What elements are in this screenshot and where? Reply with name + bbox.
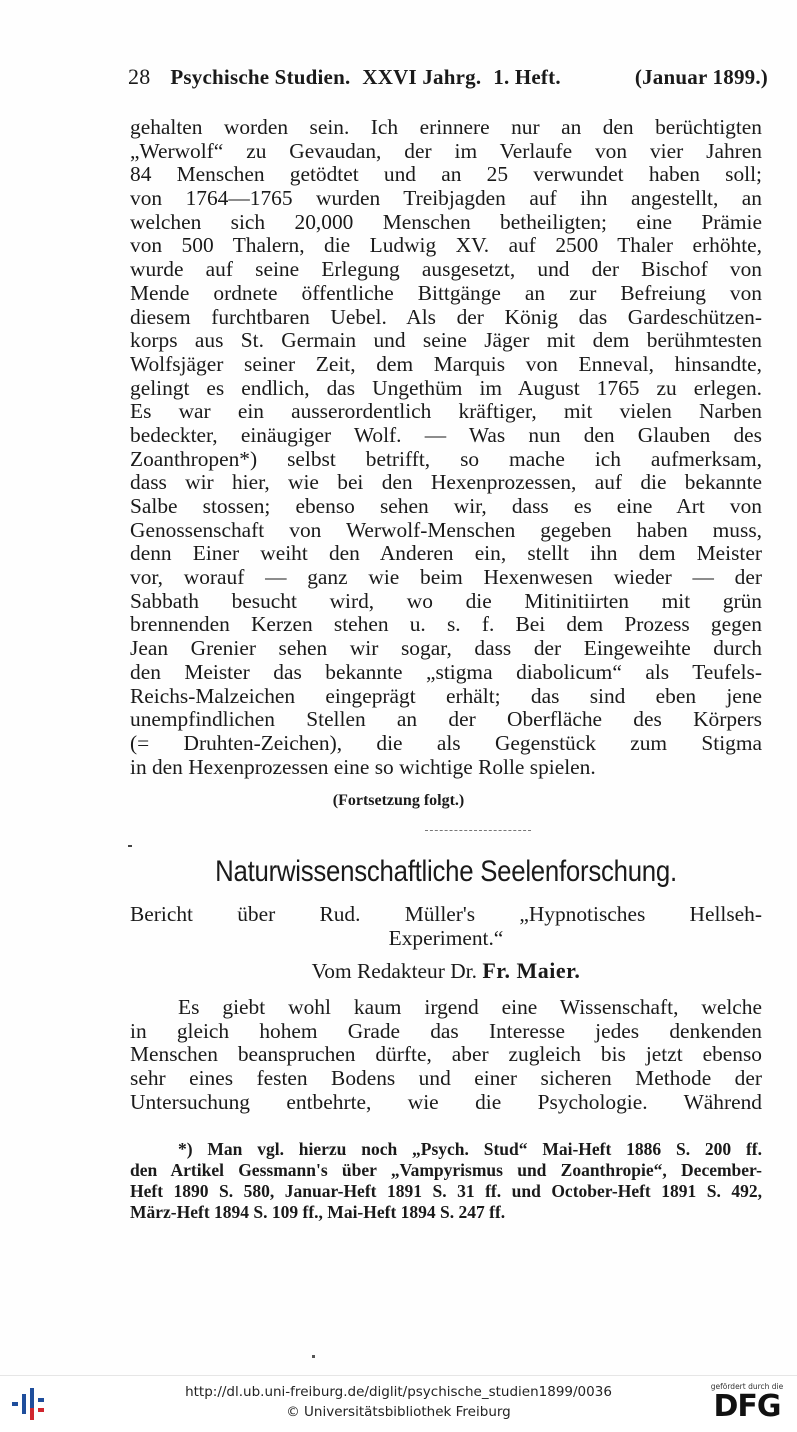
- text-line: 84 Menschen getödtet und an 25 verwundet haben soll;: [130, 162, 762, 187]
- footnote-line: Heft 1890 S. 580, Januar-Heft 1891 S. 31 ff. und October-Heft 1891 S. 492,: [130, 1181, 762, 1201]
- footnote-line: den Artikel Gessmann's über „Vampyrismus und Zoanthropie“, December-: [130, 1160, 762, 1180]
- report-subtitle: [130, 902, 762, 949]
- text-line: diesem furchtbaren Uebel. Als der König das Gardeschützen-: [130, 304, 762, 329]
- issue-label: 1. Heft.: [493, 65, 561, 89]
- footnote: [130, 1139, 762, 1223]
- text-line: Es war ein ausserordentlich kräftiger, mit vielen Narben: [130, 399, 762, 424]
- article-intro: [130, 996, 762, 1114]
- text-line: Menschen beanspruchen dürfte, aber zugleich bis jetzt ebenso: [130, 1042, 762, 1067]
- footer-bar: [0, 1375, 797, 1432]
- section-divider: [425, 830, 531, 831]
- copyright-notice: © Universitätsbibliothek Freiburg: [286, 1404, 511, 1420]
- text-line: gehalten worden sein. Ich erinnere nur an den berüchtigten: [130, 115, 762, 139]
- text-line: in gleich hohem Grade das Interesse jedes denkenden: [130, 1018, 762, 1043]
- section-title: Naturwissenschaftliche Seelenforschung.: [215, 855, 677, 888]
- text-line: Es giebt wohl kaum irgend eine Wissenschaft, welche: [178, 995, 762, 1019]
- text-line: Reichs-Malzeichen eingeprägt erhält; das sind eben jene: [130, 683, 762, 708]
- text-line: gelingt es endlich, das Ungethüm im August 1765 zu erlegen.: [130, 375, 762, 400]
- print-speck: [312, 1355, 315, 1358]
- journal-title: Psychische Studien.: [170, 65, 351, 89]
- subtitle-line: Bericht über Rud. Müller's „Hypnotisches Hellseh-: [130, 902, 762, 926]
- byline: [130, 958, 762, 984]
- print-mark: [128, 845, 132, 847]
- running-head: [128, 64, 768, 94]
- continued-note: (Fortsetzung folgt.): [332, 792, 465, 809]
- text-line: den Meister das bekannte „stigma diabolicum“ als Teufels-: [130, 659, 762, 684]
- source-url[interactable]: http://dl.ub.uni-freiburg.de/diglit/psychische_studien1899/0036: [185, 1384, 612, 1400]
- footnote-line: März-Heft 1894 S. 109 ff., Mai-Heft 1894 S. 247 ff.: [130, 1202, 506, 1222]
- byline-prefix: Vom Redakteur Dr.: [311, 959, 477, 983]
- text-line: von 500 Thalern, die Ludwig XV. auf 2500 Thaler erhöhte,: [130, 233, 762, 258]
- text-line: denn Einer weiht den Anderen ein, stellt ihn dem Meister: [130, 541, 762, 566]
- subtitle-line: Experiment.“: [388, 925, 504, 950]
- text-line: Salbe stossen; ebenso sehen wir, dass es eine Art von: [130, 494, 762, 518]
- text-line: bedeckter, einäugiger Wolf. — Was nun den Glauben des: [130, 422, 762, 447]
- volume-label: XXVI Jahrg.: [362, 65, 482, 89]
- text-line: „Werwolf“ zu Gevaudan, der im Verlaufe von vier Jahren: [130, 138, 762, 163]
- dfg-logo: DFG: [713, 1389, 781, 1424]
- text-line: brennenden Kerzen stehen u. s. f. Bei dem Prozess gegen: [130, 612, 762, 637]
- issue-date: (Januar 1899.): [634, 65, 768, 89]
- text-line: wurde auf seine Erlegung ausgesetzt, und der Bischof von: [130, 257, 762, 282]
- text-line: Jean Grenier sehen wir sogar, dass der Eingeweihte durch: [130, 636, 762, 661]
- text-line: Untersuchung entbehrte, wie die Psychologie. Während: [130, 1089, 762, 1114]
- text-line: Genossenschaft von Werwolf-Menschen gegeben haben muss,: [130, 517, 762, 542]
- text-line: vor, worauf — ganz wie beim Hexenwesen wieder — der: [130, 565, 762, 590]
- footnote-line: *) Man vgl. hierzu noch „Psych. Stud“ Mai-Heft 1886 S. 200 ff.: [178, 1139, 762, 1159]
- text-line: korps aus St. Germain und seine Jäger mit dem berühmtesten: [130, 328, 762, 353]
- text-line: dass wir hier, wie bei den Hexenprozessen, auf die bekannte: [130, 470, 762, 495]
- text-line: Zoanthropen*) selbst betrifft, so mache ich aufmerksam,: [130, 446, 762, 471]
- article-continuation: [130, 116, 762, 779]
- text-line: unempfindlichen Stellen an der Oberfläche des Körpers: [130, 707, 762, 732]
- text-line: Mende ordnete öffentliche Bittgänge an zur Befreiung von: [130, 280, 762, 305]
- text-line: in den Hexenprozessen eine so wichtige Rolle spielen.: [130, 754, 596, 779]
- page-number: 28: [128, 64, 151, 89]
- text-line: Sabbath besucht wird, wo die Mitinitiirten mit grün: [130, 588, 762, 613]
- text-line: sehr eines festen Bodens und einer sicheren Methode der: [130, 1066, 762, 1091]
- funder-note: gefördert durch die: [710, 1382, 784, 1391]
- text-line: (= Druhten-Zeichen), die als Gegenstück zum Stigma: [130, 730, 762, 755]
- text-line: von 1764—1765 wurden Treibjagden auf ihn angestellt, an: [130, 186, 762, 211]
- author-name: Fr. Maier.: [482, 958, 581, 983]
- text-line: welchen sich 20,000 Menschen betheiligten; eine Prämie: [130, 209, 762, 234]
- text-line: Wolfsjäger seiner Zeit, dem Marquis von Enneval, hinsandte,: [130, 351, 762, 376]
